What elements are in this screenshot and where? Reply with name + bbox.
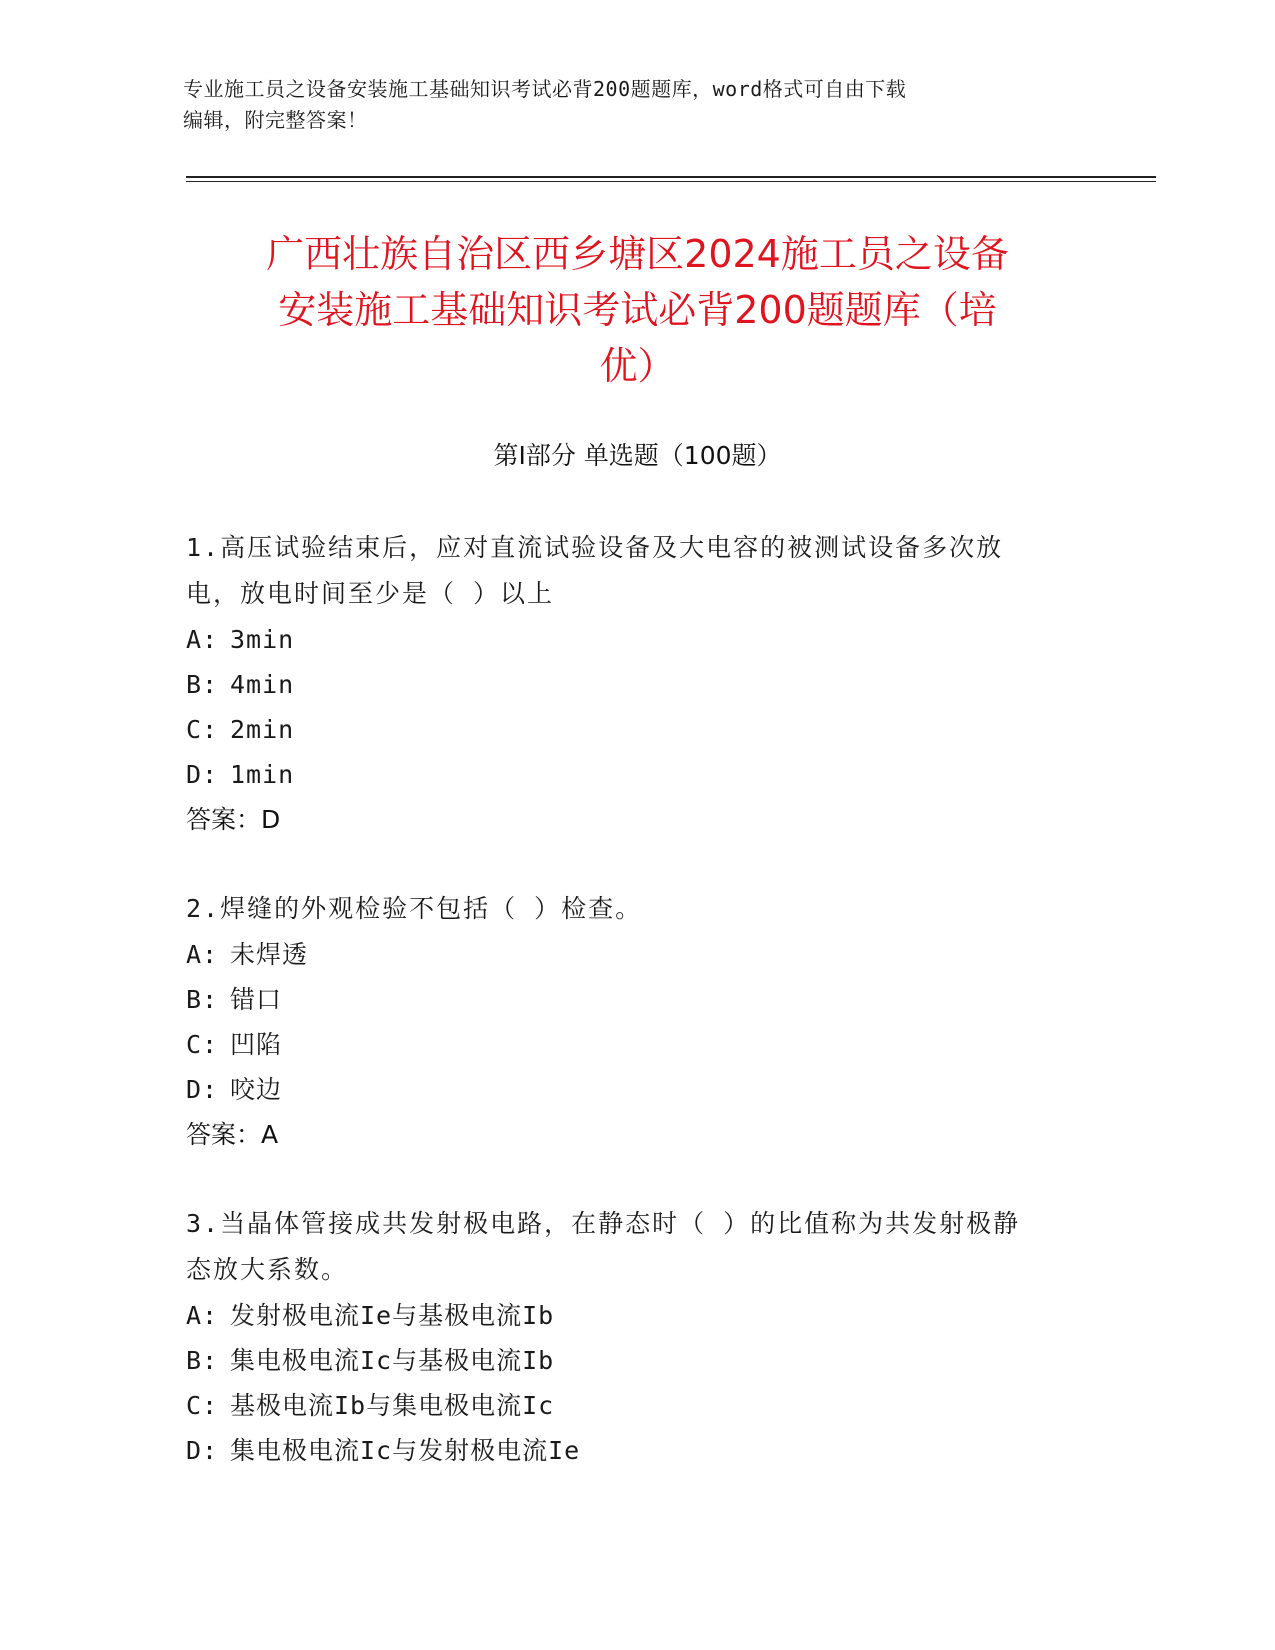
question-item bbox=[186, 1201, 1086, 1473]
question-list bbox=[186, 525, 1086, 1516]
header-divider-thick bbox=[186, 176, 1156, 178]
document-title bbox=[150, 226, 1125, 394]
option-letter: D: bbox=[186, 1436, 219, 1465]
option-letter: A: bbox=[186, 625, 219, 654]
option-letter: C: bbox=[186, 1030, 219, 1059]
question-stem: 态放大系数。 bbox=[186, 1255, 349, 1284]
title-line: 广西壮族自治区西乡塘区2024施工员之设备 bbox=[266, 232, 1009, 276]
question-item bbox=[186, 525, 1086, 843]
option-text: 4min bbox=[230, 670, 295, 699]
question-stem: 2.焊缝的外观检验不包括（ ）检查。 bbox=[186, 894, 643, 923]
option-text: 1min bbox=[230, 760, 295, 789]
option-c bbox=[186, 1383, 1086, 1428]
option-b bbox=[186, 1338, 1086, 1383]
option-text: 咬边 bbox=[230, 1075, 283, 1104]
option-text: 未焊透 bbox=[230, 940, 309, 969]
option-text: 基极电流Ib与集电极电流Ic bbox=[230, 1391, 555, 1420]
option-text: 凹陷 bbox=[230, 1030, 283, 1059]
answer-line: 答案：D bbox=[186, 805, 281, 834]
option-d bbox=[186, 752, 1086, 797]
option-letter: C: bbox=[186, 715, 219, 744]
option-a bbox=[186, 617, 1086, 662]
option-d bbox=[186, 1067, 1086, 1112]
question-stem: 1.高压试验结束后，应对直流试验设备及大电容的被测试设备多次放 bbox=[186, 533, 1004, 562]
header-note bbox=[183, 74, 1063, 136]
option-text: 集电极电流Ic与发射极电流Ie bbox=[230, 1436, 581, 1465]
option-c bbox=[186, 1022, 1086, 1067]
header-divider-thin bbox=[186, 181, 1156, 182]
option-b bbox=[186, 977, 1086, 1022]
option-text: 3min bbox=[230, 625, 295, 654]
option-letter: D: bbox=[186, 1075, 219, 1104]
header-note-line: 专业施工员之设备安装施工基础知识考试必背200题题库，word格式可自由下载 bbox=[183, 77, 907, 101]
option-letter: B: bbox=[186, 670, 219, 699]
option-a bbox=[186, 1293, 1086, 1338]
option-text: 集电极电流Ic与基极电流Ib bbox=[230, 1346, 555, 1375]
option-letter: C: bbox=[186, 1391, 219, 1420]
option-letter: A: bbox=[186, 940, 219, 969]
title-line: 安装施工基础知识考试必背200题题库（培 bbox=[278, 288, 997, 332]
option-b bbox=[186, 662, 1086, 707]
option-text: 2min bbox=[230, 715, 295, 744]
option-letter: D: bbox=[186, 760, 219, 789]
option-text: 错口 bbox=[230, 985, 283, 1014]
option-d bbox=[186, 1428, 1086, 1473]
option-letter: A: bbox=[186, 1301, 219, 1330]
header-note-line: 编辑，附完整答案！ bbox=[183, 108, 368, 132]
question-item bbox=[186, 886, 1086, 1158]
answer-line: 答案：A bbox=[186, 1120, 279, 1149]
question-stem: 电，放电时间至少是（ ）以上 bbox=[186, 579, 555, 608]
question-stem: 3.当晶体管接成共发射极电路，在静态时（ ）的比值称为共发射极静 bbox=[186, 1209, 1021, 1238]
option-a bbox=[186, 932, 1086, 977]
option-text: 发射极电流Ie与基极电流Ib bbox=[230, 1301, 555, 1330]
title-line: 优） bbox=[599, 344, 676, 388]
option-letter: B: bbox=[186, 1346, 219, 1375]
option-letter: B: bbox=[186, 985, 219, 1014]
option-c bbox=[186, 707, 1086, 752]
section-heading: 第Ⅰ部分 单选题（100题） bbox=[493, 441, 782, 470]
